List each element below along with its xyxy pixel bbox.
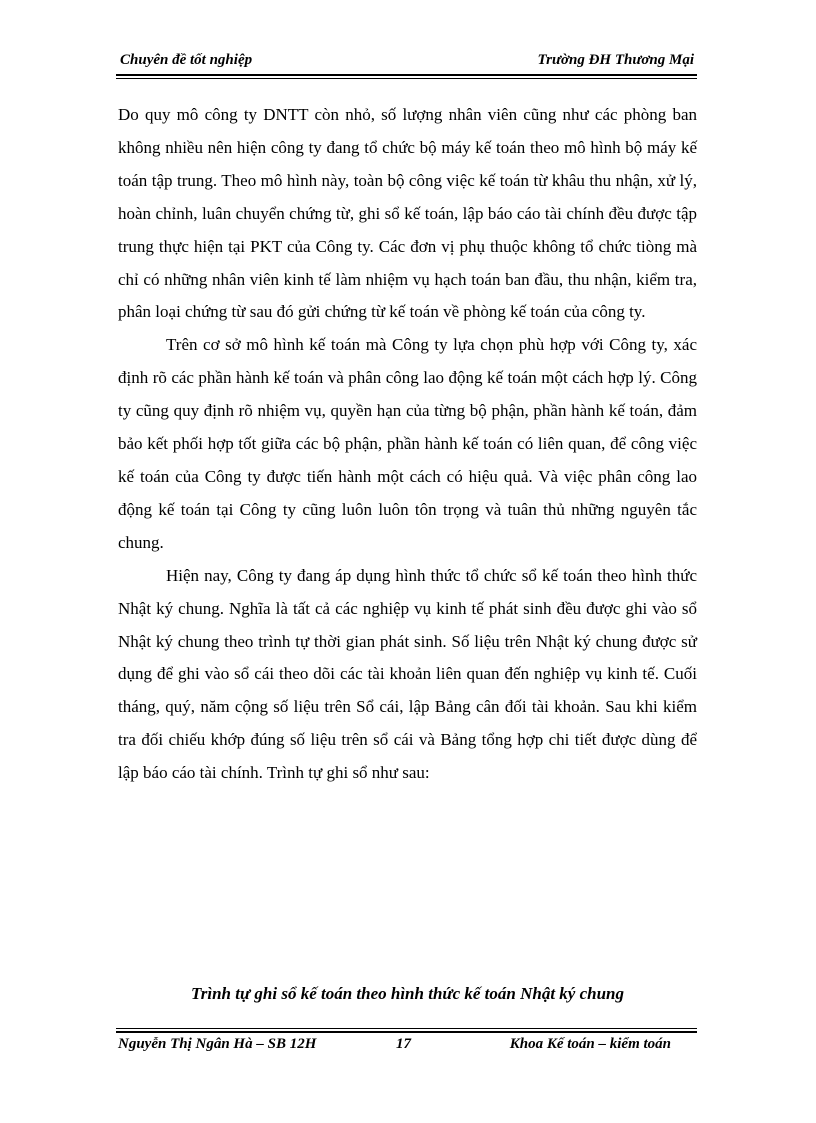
header-left-text: Chuyên đề tốt nghiệp [120, 52, 253, 68]
header-rule-thick [116, 74, 697, 76]
footer-rule-thin [116, 1028, 697, 1029]
header-rule-thin [116, 78, 697, 79]
paragraph-3: Hiện nay, Công ty đang áp dụng hình thức tổ chức sổ kế toán theo hình thức Nhật ký chung. Nghĩa là tất cả các nghiệp vụ kinh tế phát sinh đều được ghi vào sổ Nhật ký chung theo trình tự thời gian phát sinh. Số liệu trên Nhật ký chung được sử dụng để ghi vào sổ cái theo dõi các tài khoản liên quan đến nghiệp vụ kinh tế. Cuối tháng, quý, năm cộng số liệu trên Sổ cái, lập Bảng cân đối tài khoản. Sau khi kiểm tra đối chiếu khớp đúng số liệu trên sổ cái và Bảng tổng hợp chi tiết được dùng để lập báo cáo tài chính. Trình tự ghi sổ như sau: [118, 565, 697, 783]
header-right-text: Trường ĐH Thương Mại [537, 52, 694, 68]
page-header [116, 50, 696, 74]
page-number: 17 [396, 1036, 411, 1052]
paragraph-2: Trên cơ sở mô hình kế toán mà Công ty lựa chọn phù hợp với Công ty, xác định rõ các phần hành kế toán và phân công lao động kế toán một cách hợp lý. Công ty cũng quy định rõ nhiệm vụ, quyền hạn của từng bộ phận, phần hành kế toán, đảm bảo kết phối hợp tốt giữa các bộ phận, phần hành kế toán có liên quan, để công việc kế toán của Công ty được tiến hành một cách có hiệu quả. Và việc phân công lao động kế toán tại Công ty cũng luôn luôn tôn trọng và tuân thủ những nguyên tắc chung. [118, 335, 697, 552]
footer-department: Khoa Kế toán – kiểm toán [509, 1036, 671, 1052]
paragraph-1: Do quy mô công ty DNTT còn nhỏ, số lượng nhân viên cũng như các phòng ban không nhiều nên hiện công ty đang tổ chức bộ máy kế toán theo mô hình bộ máy kế toán tập trung. Theo mô hình này, toàn bộ công việc kế toán từ khâu thu nhận, xử lý, hoàn chỉnh, luân chuyển chứng từ, ghi sổ kế toán, lập báo cáo tài chính đều được tập trung thực hiện tại PKT của Công ty. Các đơn vị phụ thuộc không tổ chức tiòng mà chỉ có những nhân viên kinh tế làm nhiệm vụ hạch toán ban đầu, thu nhận, kiểm tra, phân loại chứng từ sau đó gửi chứng từ kế toán về phòng kế toán của công ty. [118, 105, 697, 322]
figure-caption: Trình tự ghi sổ kế toán theo hình thức kế toán Nhật ký chung [190, 984, 625, 1003]
footer-rule-thick [116, 1031, 697, 1033]
footer-author: Nguyễn Thị Ngân Hà – SB 12H [118, 1036, 317, 1052]
page-footer [116, 1036, 697, 1060]
body-text [118, 99, 697, 790]
